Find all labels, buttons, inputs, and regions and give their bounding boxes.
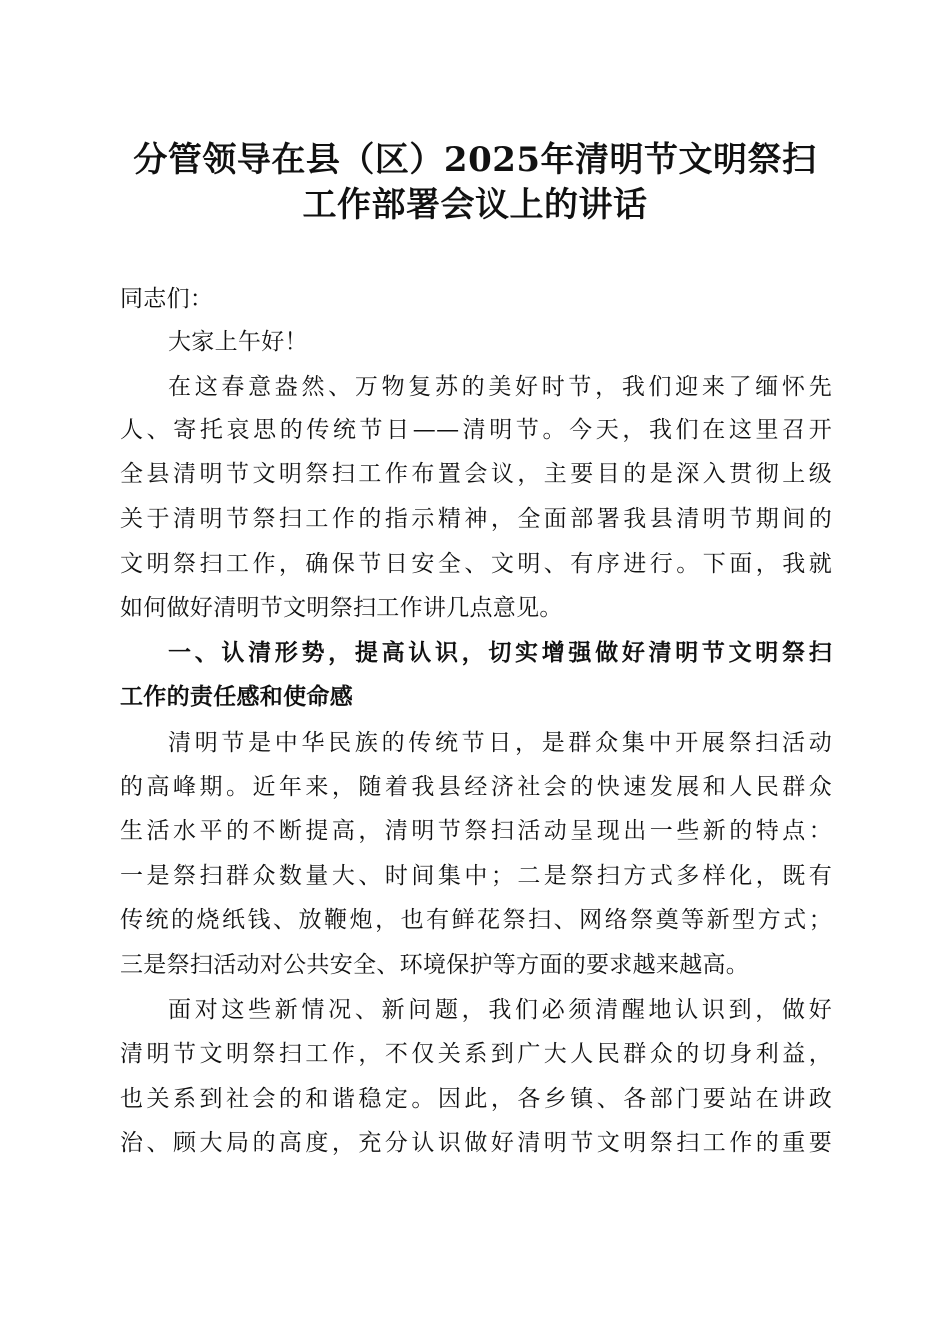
paragraph-line: 如何做好清明节文明祭扫工作讲几点意见。 <box>120 595 563 621</box>
paragraph-line: 治、顾大局的高度，充分认识做好清明节文明祭扫工作的重要 <box>120 1130 832 1156</box>
paragraph-line: 一是祭扫群众数量大、时间集中；二是祭扫方式多样化，既有 <box>120 863 832 889</box>
paragraph-line: 清明节是中华民族的传统节日，是群众集中开展祭扫活动 <box>168 730 832 756</box>
paragraph-line: 生活水平的不断提高，清明节祭扫活动呈现出一些新的特点： <box>120 818 832 844</box>
document-title-line-1: 分管领导在县（区）2025年清明节文明祭扫 <box>133 140 817 180</box>
document-title-line-2: 工作部署会议上的讲话 <box>302 185 648 225</box>
greeting: 大家上午好！ <box>168 329 308 355</box>
paragraph-line: 在这春意盎然、万物复苏的美好时节，我们迎来了缅怀先 <box>168 374 832 400</box>
paragraph-line: 清明节文明祭扫工作，不仅关系到广大人民群众的切身利益， <box>120 1041 832 1067</box>
paragraph-line: 文明祭扫工作，确保节日安全、文明、有序进行。下面，我就 <box>120 551 832 577</box>
paragraph-line: 传统的烧纸钱、放鞭炮，也有鲜花祭扫、网络祭奠等新型方式； <box>120 907 832 933</box>
paragraph-line: 关于清明节祭扫工作的指示精神，全面部署我县清明节期间的 <box>120 506 832 532</box>
paragraph-line: 的高峰期。近年来，随着我县经济社会的快速发展和人民群众 <box>120 774 832 800</box>
paragraph-line: 人、寄托哀思的传统节日——清明节。今天，我们在这里召开 <box>120 417 832 443</box>
paragraph-line: 三是祭扫活动对公共安全、环境保护等方面的要求越来越高。 <box>120 952 750 978</box>
section-heading-line-2: 工作的责任感和使命感 <box>120 684 353 710</box>
paragraph-line: 面对这些新情况、新问题，我们必须清醒地认识到，做好 <box>168 997 832 1023</box>
section-heading-line-1: 一、认清形势，提高认识，切实增强做好清明节文明祭扫 <box>168 640 832 666</box>
paragraph-line: 也关系到社会的和谐稳定。因此，各乡镇、各部门要站在讲政 <box>120 1086 832 1112</box>
salutation: 同志们： <box>120 286 214 312</box>
paragraph-line: 全县清明节文明祭扫工作布置会议，主要目的是深入贯彻上级 <box>120 461 832 487</box>
